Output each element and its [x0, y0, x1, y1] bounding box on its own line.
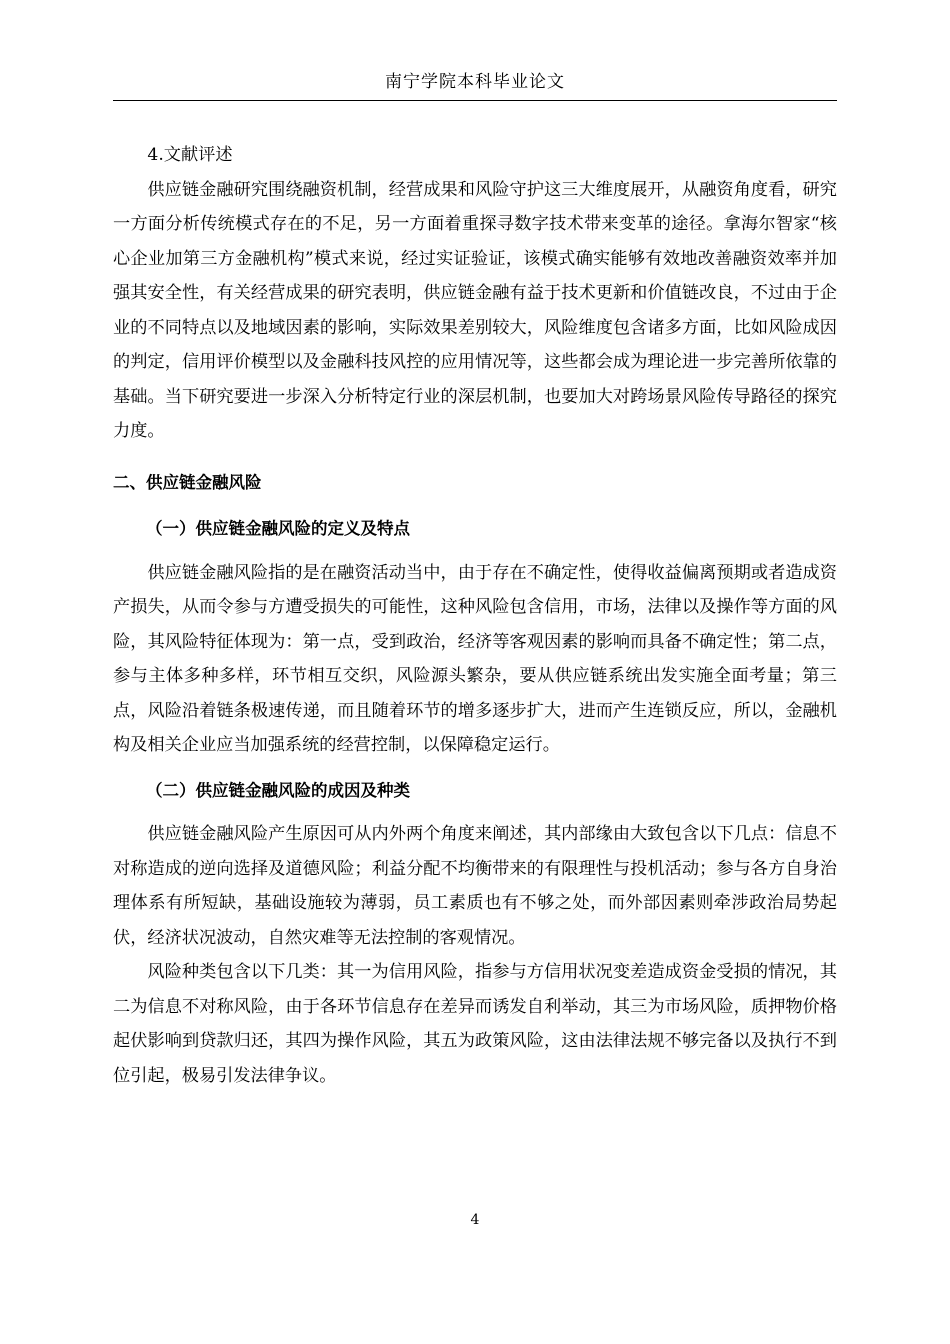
causes-paragraph: 供应链金融风险产生原因可从内外两个角度来阐述，其内部缘由大致包含以下几点：信息不对称造成的逆向选择及道德风险；利益分配不均衡带来的有限理性与投机活动；参与各方自身治理体系有所短缺，基础设施较为薄弱，员工素质也有不够之处，而外部因素则牵涉政治局势起伏，经济状况波动，自然灾难等无法控制的客观情况。 — [113, 824, 837, 948]
risk-types-paragraph: 风险种类包含以下几类：其一为信用风险，指参与方信用状况变差造成资金受损的情况，其二为信息不对称风险，由于各环节信息存在差异而诱发自利举动，其三为市场风险，质押物价格起伏影响到贷款归还，其四为操作风险，其五为政策风险，这由法律法规不够完备以及执行不到位引起，极易引发法律争议。 — [113, 962, 837, 1086]
section-heading-supply-chain-risk: 二、供应链金融风险 — [113, 472, 262, 492]
subsection-heading-causes: （二）供应链金融风险的成因及种类 — [146, 780, 410, 800]
running-header: 南宁学院本科毕业论文 — [385, 72, 565, 92]
definition-paragraph: 供应链金融风险指的是在融资活动当中，由于存在不确定性，使得收益偏离预期或者造成资产损失，从而令参与方遭受损失的可能性，这种风险包含信用，市场，法律以及操作等方面的风险，其风险特征体现为：第一点，受到政治，经济等客观因素的影响而具备不确定性；第二点，参与主体多种多样，环节相互交织，风险源头繁杂，要从供应链系统出发实施全面考量；第三点，风险沿着链条极速传递，而且随着环节的增多逐步扩大，进而产生连锁反应，所以，金融机构及相关企业应当加强系统的经营控制，以保障稳定运行。 — [113, 562, 837, 755]
page-content — [113, 138, 837, 1093]
header-divider — [113, 100, 837, 101]
subsection-heading-definition: （一）供应链金融风险的定义及特点 — [146, 519, 410, 538]
literature-review-heading: 4.文献评述 — [147, 145, 233, 165]
literature-review-paragraph: 供应链金融研究围绕融资机制，经营成果和风险守护这三大维度展开，从融资角度看，研究一方面分析传统模式存在的不足，另一方面着重探寻数字技术带来变革的途径。拿海尔智家“核心企业加第三方金融机构”模式来说，经过实证验证，该模式确实能够有效地改善融资效率并加强其安全性，有关经营成果的研究表明，供应链金融有益于技术更新和价值链改良，不过由于企业的不同特点以及地域因素的影响，实际效果差别较大，风险维度包含诸多方面，比如风险成因的判定，信用评价模型以及金融科技风控的应用情况等，这些都会成为理论进一步完善所依靠的基础。当下研究要进一步深入分析特定行业的深层机制，也要加大对跨场景风险传导路径的探究力度。 — [113, 179, 837, 441]
page-number: 4 — [470, 1212, 480, 1228]
